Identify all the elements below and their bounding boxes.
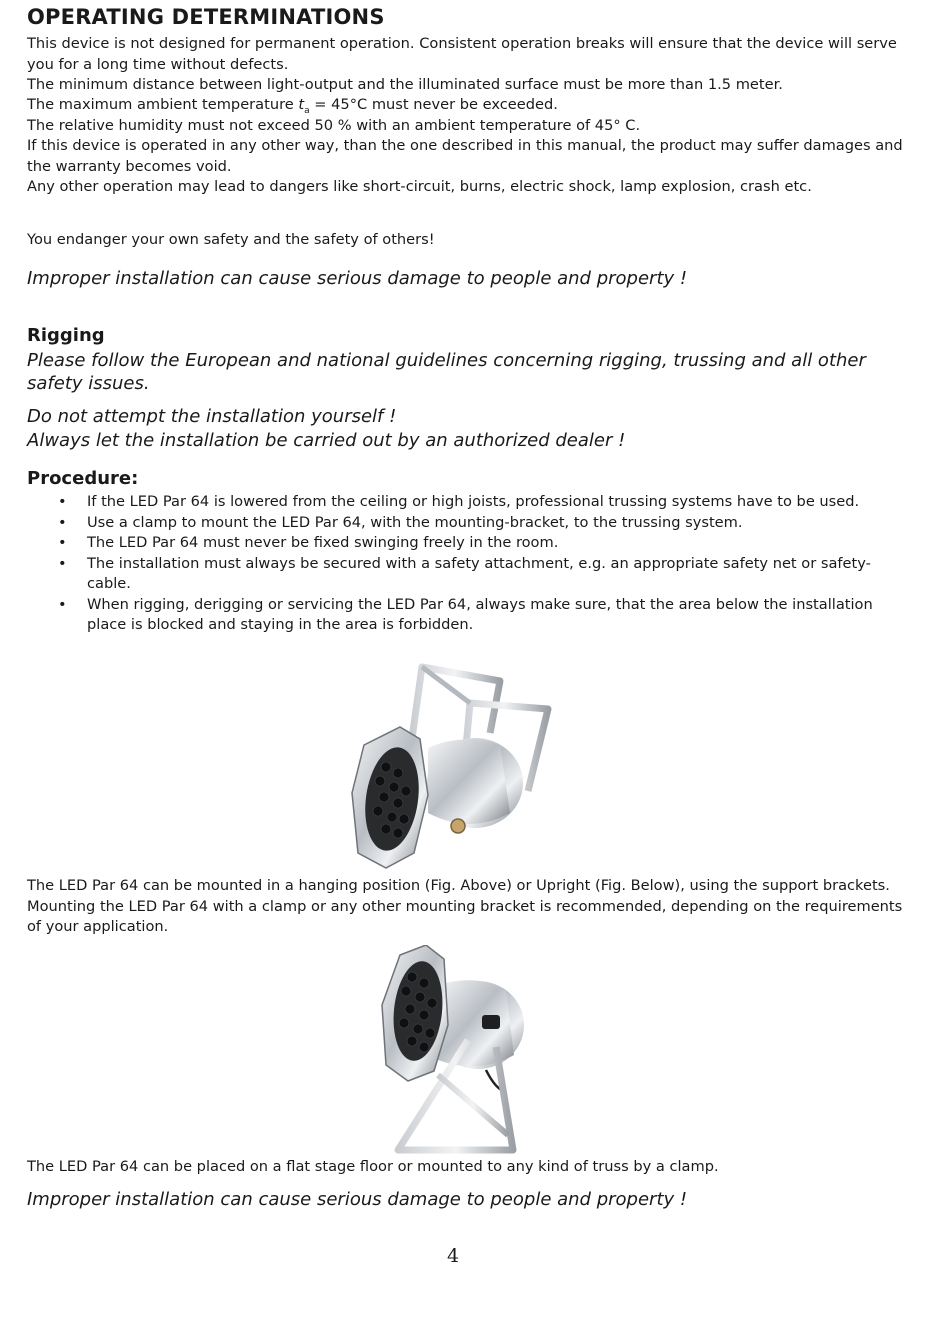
list-item: • Use a clamp to mount the LED Par 64, with the mounting-bracket, to the trussing system.: [27, 513, 907, 534]
dangers-text: Any other operation may lead to dangers like short-circuit, burns, electric shock, lamp explosion, crash etc.: [27, 178, 812, 195]
operation-breaks-text: This device is not designed for permanent operation. Consistent operation breaks will ensure that the device will serve you for a long time without defects.: [27, 35, 897, 73]
page-number: 4: [446, 1245, 460, 1267]
list-item: • When rigging, derigging or servicing the LED Par 64, always make sure, that the area below the installation place is blocked and staying in the area is forbidden.: [58, 595, 873, 633]
bullet: •: [58, 554, 67, 572]
dealer-warning: Always let the installation be carried out by an authorized dealer !: [27, 430, 626, 451]
bullet: •: [58, 493, 67, 510]
humidity-text: The relative humidity must not exceed 50 % with an ambient temperature of 45° C.: [27, 117, 641, 134]
bullet: •: [58, 534, 67, 551]
no-diy-warning: Do not attempt the installation yourself !: [27, 406, 397, 427]
endanger-text: You endanger your own safety and the safety of others!: [27, 231, 435, 248]
list-item: • The installation must always be secured with a safety attachment, e.g. an appropriate safety net or safety-cable.: [58, 554, 871, 592]
procedure-list: [27, 492, 907, 636]
procedure-heading: Procedure:: [27, 468, 139, 489]
warning-text: Improper installation can cause serious damage to people and property !: [27, 268, 688, 289]
hanging-caption: The LED Par 64 can be mounted in a hanging position (Fig. Above) or Upright (Fig. Below), using the support brackets. Mounting the LED Par 64 with a clamp or any other mounting bracket is recommended, depending on the requirements of your application.: [27, 877, 903, 935]
bottom-warning-text: Improper installation can cause serious damage to people and property !: [27, 1189, 688, 1210]
bullet: •: [58, 595, 67, 613]
rigging-guidelines: Please follow the European and national guidelines concerning rigging, trussing and all other safety issues.: [27, 350, 866, 394]
list-item: • If the LED Par 64 is lowered from the ceiling or high joists, professional trussing systems have to be used.: [27, 492, 907, 513]
min-distance-text: The minimum distance between light-output and the illuminated surface must be more than 1.5 meter.: [27, 76, 783, 93]
upright-par-light-illustration: [378, 945, 528, 1157]
warranty-text: If this device is operated in any other way, than the one described in this manual, the product may suffer damages and the warranty becomes void.: [27, 137, 903, 175]
section-heading: OPERATING DETERMINATIONS: [27, 5, 385, 29]
rigging-heading: Rigging: [27, 325, 105, 346]
max-temperature-text: The maximum ambient temperature $t_a = 45^\circ C$ must never be exceeded.: [27, 96, 558, 116]
upright-caption: The LED Par 64 can be placed on a flat stage floor or mounted to any kind of truss by a clamp.: [27, 1158, 719, 1175]
hanging-par-light-illustration: [350, 663, 555, 875]
list-item: • The LED Par 64 must never be fixed swinging freely in the room.: [27, 533, 907, 554]
bullet: •: [58, 513, 67, 531]
